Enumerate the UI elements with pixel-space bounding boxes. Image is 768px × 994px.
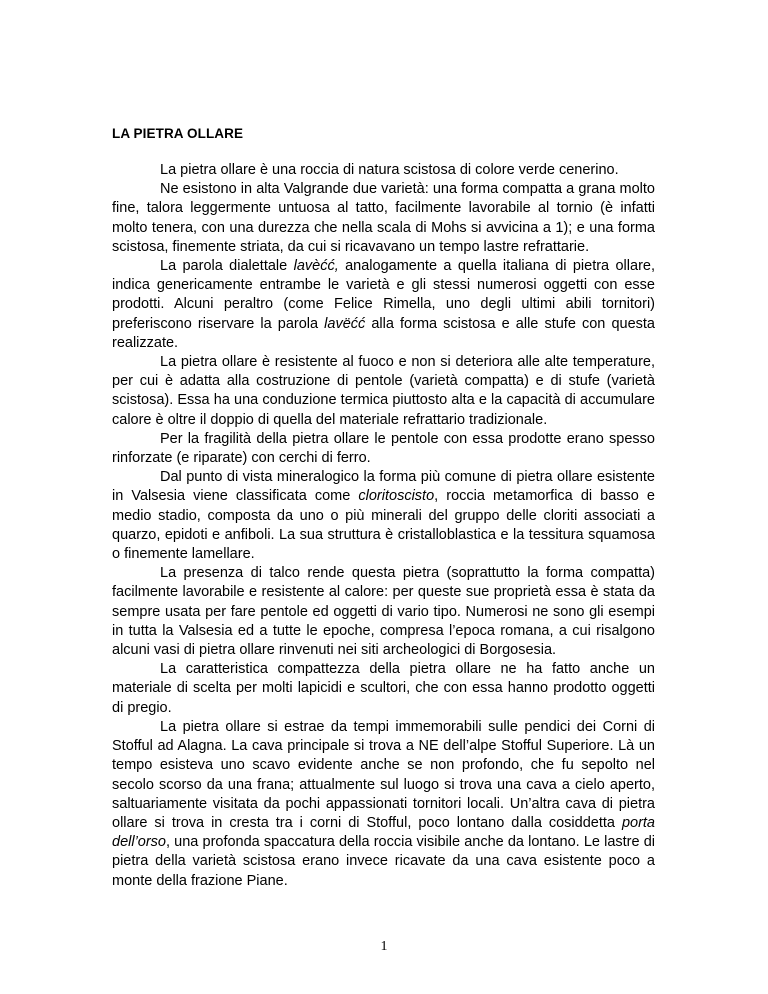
paragraph: Dal punto di vista mineralogico la forma più comune di pietra ollare esistente in Valsesia viene classificata come cloritoscisto, roccia metamorfica di basso e medio stadio, composta da uno o più minerali del gruppo delle cloriti associati a quarzo, epidoti e anfiboli. La sua struttura è cristalloblastica e la tessitura squamosa o finemente lamellare. [112, 469, 655, 563]
italic-term: lavèćć, [293, 258, 339, 275]
paragraph: La caratteristica compattezza della pietra ollare ne ha fatto anche un materiale di scelta per molti lapicidi e scultori, che con essa hanno prodotto oggetti di pregio. [112, 661, 655, 716]
paragraph: La pietra ollare si estrae da tempi immemorabili sulle pendici dei Corni di Stofful ad Alagna. La cava principale si trova a NE dell’alpe Stofful Superiore. Là un tempo esisteva uno scavo evidente anche se non profondo, che fu sepolto nel secolo scorso da una frana; attualmente sul luogo si trova una cava a cielo aperto, saltuariamente visitata da pochi appassionati tornitori locali. Un’altra cava di pietra ollare si trova in cresta tra i corni di Stofful, poco lontano dalla cosiddetta porta dell’orso, una profonda spaccatura della roccia visibile anche da lontano. Le lastre di pietra della varietà scistosa erano invece ricavate da una cava esistente poco a monte della frazione Piane. [112, 718, 655, 889]
italic-term: porta dell’orso [112, 814, 655, 851]
document-body [112, 161, 655, 891]
paragraph: La pietra ollare è una roccia di natura scistosa di colore verde cenerino. [160, 162, 619, 178]
italic-term: cloritoscisto [358, 488, 435, 505]
paragraph: Per la fragilità della pietra ollare le pentole con essa prodotte erano spesso rinforzate (e riparate) con cerchi di ferro. [112, 430, 655, 467]
page-number: 1 [380, 939, 388, 954]
document-title: LA PIETRA OLLARE [112, 126, 244, 141]
paragraph: La pietra ollare è resistente al fuoco e non si deteriora alle alte temperature, per cui è adatta alla costruzione di pentole (varietà compatta) e di stufe (varietà scistosa). Essa ha una conduzione termica piuttosto alta e la capacità di accumulare calore è oltre il doppio di quella del materiale refrattario tradizionale. [112, 354, 655, 428]
italic-term: lavëćć [324, 315, 366, 332]
paragraph: La parola dialettale lavèćć, analogamente a quella italiana di pietra ollare, indica genericamente entrambe le varietà e gli stessi numerosi oggetti con esse prodotti. Alcuni peraltro (come Felice Rimella, uno degli ultimi abili tornitori) preferiscono riservare la parola lavëćć alla forma scistosa e alle stufe con questa realizzate. [112, 258, 655, 351]
paragraph: Ne esistono in alta Valgrande due varietà: una forma compatta a grana molto fine, talora leggermente untuosa al tatto, facilmente lavorabile al tornio (è infatti molto tenera, con una durezza che nella scala di Mohs si avvicina a 1); e una forma scistosa, finemente striata, da cui si ricavavano un tempo lastre refrattarie. [112, 181, 655, 255]
paragraph: La presenza di talco rende questa pietra (soprattutto la forma compatta) facilmente lavorabile e resistente al calore: per queste sue proprietà essa è stata da sempre usata per fare pentole ed oggetti di vario tipo. Numerosi ne sono gli esempi in tutta la Valsesia ed a tutte le epoche, compresa l’epoca romana, a cui risalgono alcuni vasi di pietra ollare rinvenuti nei siti archeologici di Borgosesia. [112, 565, 655, 659]
